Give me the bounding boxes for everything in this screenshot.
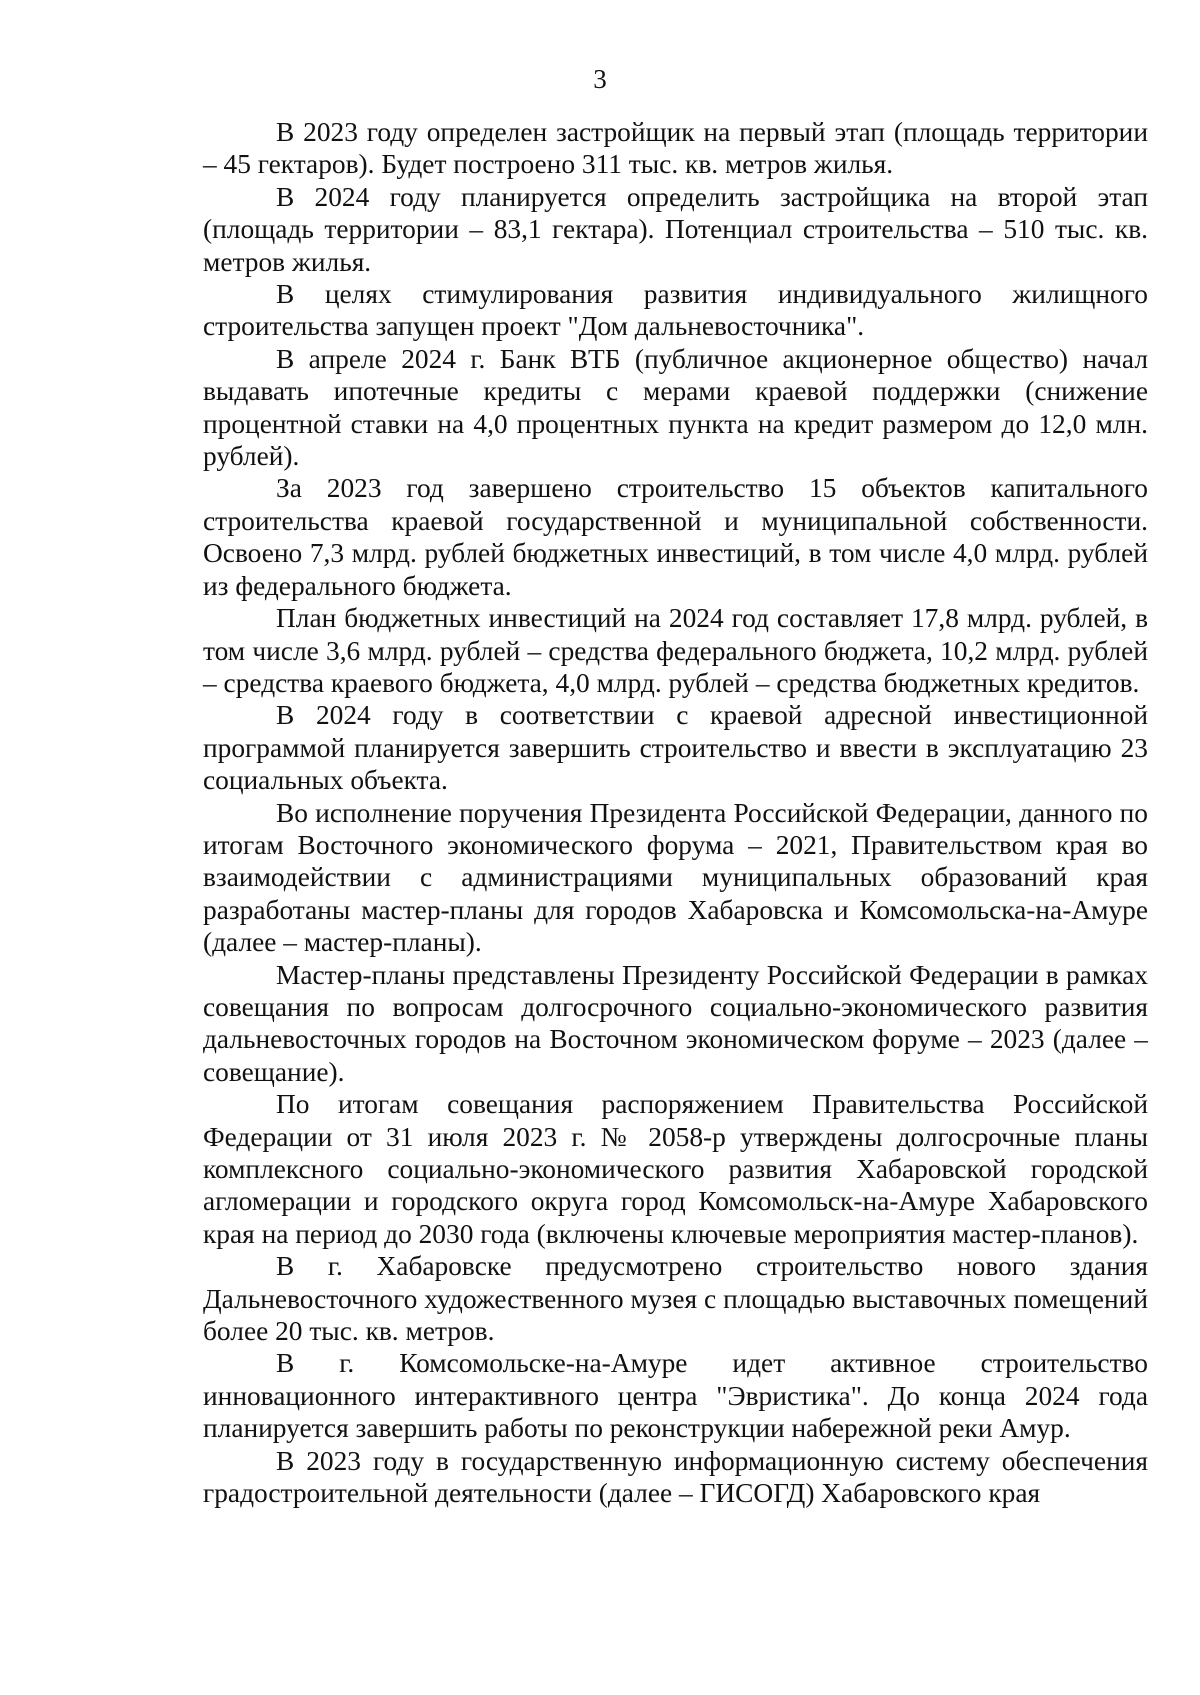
paragraph-developer-stage-1: В 2023 году определен застройщик на первый этап (площадь территории – 45 гектаров). Будет построено 311 тыс. кв. метров жилья. — [203, 117, 1148, 180]
paragraph-gisogd: В 2023 году в государственную информационную систему обеспечения градостроительной деятельности (далее – ГИСОГД) Хабаровского края — [203, 1445, 1148, 1509]
paragraph-vtb-mortgage: В апреле 2024 г. Банк ВТБ (публичное акционерное общество) начал выдавать ипотечные кредиты с мерами краевой поддержки (снижение процентной ставки на 4,0 процентных пункта на кредит размером до 12,0 млн. рублей). — [203, 343, 1148, 472]
paragraph-developer-stage-2: В 2024 году планируется определить застройщика на второй этап (площадь территории – 83,1 гектара). Потенциал строительства – 510 тыс. кв. метров жилья. — [203, 181, 1148, 277]
paragraph-construction-2023: За 2023 год завершено строительство 15 объектов капитального строительства краевой государственной и муниципальной собственности. Освоено 7,3 млрд. рублей бюджетных инвестиций, в том числе 4,0 млрд. рублей из федерального бюджета. — [203, 473, 1148, 601]
paragraph-social-objects-2024: В 2024 году в соответствии с краевой адресной инвестиционной программой планируется завершить строительство и ввести в эксплуатацию 23 социальных объекта. — [203, 700, 1148, 796]
paragraph-investment-plan-2024: План бюджетных инвестиций на 2024 год составляет 17,8 млрд. рублей, в том числе 3,6 млрд. рублей – средства федерального бюджета, 10,2 млрд. рублей – средства краевого бюджета, 4,0 млрд. рублей – средства бюджетных кредитов. — [203, 603, 1148, 698]
paragraph-komsomolsk-center: В г. Комсомольске-на-Амуре идет активное строительство инновационного интерактивного центра "Эвристика". До конца 2024 года планируется завершить работы по реконструкции набережной реки Амур. — [203, 1348, 1148, 1444]
paragraph-individual-housing: В целях стимулирования развития индивидуального жилищного строительства запущен проект "Дом дальневосточника". — [203, 279, 1148, 342]
page-number: 3 — [593, 64, 607, 94]
paragraph-government-order: По итогам совещания распоряжением Правительства Российской Федерации от 31 июля 2023 г. № 2058-р утверждены долгосрочные планы комплексного социально-экономического развития Хабаровской городской агломерации и городского округа город Комсомольск-на-Амуре Хабаровского края на период до 2030 года (включены ключевые мероприятия мастер-планов). — [203, 1089, 1148, 1249]
paragraph-master-plans-development: Во исполнение поручения Президента Российской Федерации, данного по итогам Восточного экономического форума – 2021, Правительством края во взаимодействии с администрациями муниципальных образований края разработаны мастер-планы для городов Хабаровска и Комсомольска-на-Амуре (далее – мастер-планы). — [203, 797, 1148, 958]
paragraph-khabarovsk-museum: В г. Хабаровске предусмотрено строительство нового здания Дальневосточного художественного музея с площадью выставочных помещений более 20 тыс. кв. метров. — [203, 1251, 1148, 1347]
document-body — [203, 116, 1148, 1509]
paragraph-master-plans-presented: Мастер-планы представлены Президенту Российской Федерации в рамках совещания по вопросам долгосрочного социально-экономического развития дальневосточных городов на Восточном экономическом форуме – 2023 (далее – совещание). — [203, 959, 1148, 1087]
